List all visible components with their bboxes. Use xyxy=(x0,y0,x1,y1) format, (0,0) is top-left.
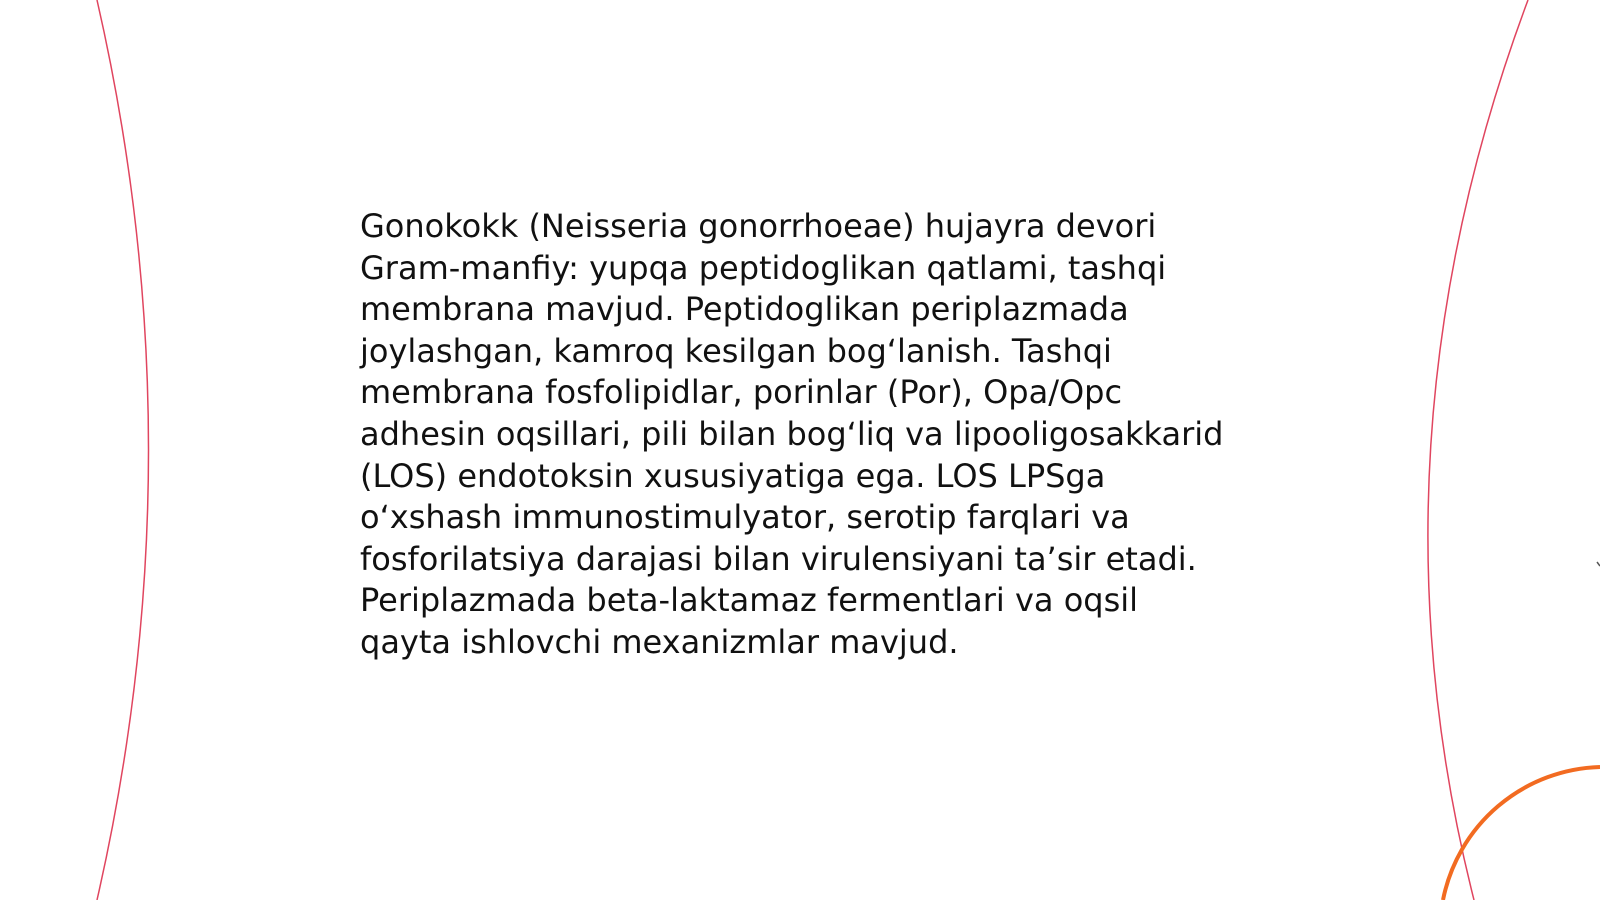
body-text: Gonokokk (Neisseria gonorrhoeae) hujayra devori Gram-manfiy: yupqa peptidoglikan qatlami, tashqi membrana mavjud. Peptidoglikan periplazmada joylashgan, kamroq kesilgan bog‘lanish. Tashqi membrana fosfolipidlar, porinlar (Por), Opa/Opc adhesin oqsillari, pili bilan bog‘liq va lipooligosakkarid (LOS) endotoksin xususiyatiga ega. LOS LPSga o‘xshash immunostimulyator, serotip farqlari va fosforilatsiya darajasi bilan virulensiyani ta’sir etadi. Periplazmada beta-laktamaz fermentlari va oqsil qayta ishlovchi mexanizmlar mavjud. xyxy=(360,207,1224,661)
right-arc-decoration xyxy=(1428,0,1528,900)
left-arc-decoration xyxy=(97,0,149,900)
corner-circle-decoration xyxy=(1443,767,1600,900)
